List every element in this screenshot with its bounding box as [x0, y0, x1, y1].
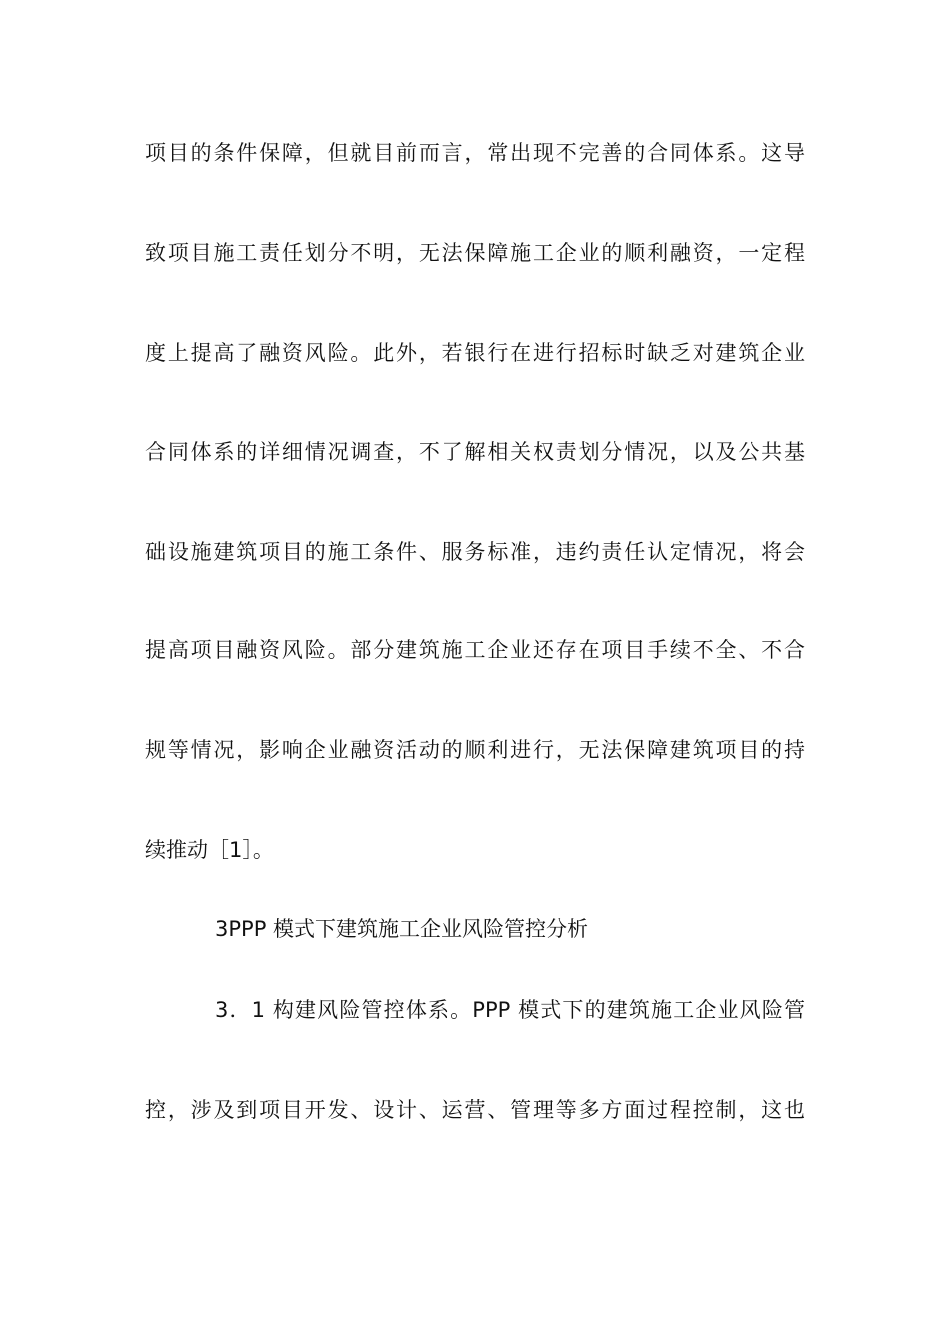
- paragraph-line-2: 致项目施工责任划分不明，无法保障施工企业的顺利融资，一定程: [145, 241, 805, 265]
- paragraph-line-8: 续推动［1］。: [145, 838, 274, 862]
- subsection-line-1: 3．1 构建风险管控体系。PPP 模式下的建筑施工企业风险管: [215, 998, 805, 1022]
- paragraph-line-3: 度上提高了融资风险。此外，若银行在进行招标时缺乏对建筑企业: [145, 341, 805, 365]
- paragraph-line-7: 规等情况，影响企业融资活动的顺利进行，无法保障建筑项目的持: [145, 738, 805, 762]
- paragraph-line-6: 提高项目融资风险。部分建筑施工企业还存在项目手续不全、不合: [145, 638, 805, 662]
- section-heading: 3PPP 模式下建筑施工企业风险管控分析: [215, 917, 589, 941]
- subsection-line-2: 控，涉及到项目开发、设计、运营、管理等多方面过程控制，这也: [145, 1098, 805, 1122]
- paragraph-line-4: 合同体系的详细情况调查，不了解相关权责划分情况，以及公共基: [145, 440, 805, 464]
- paragraph-line-5: 础设施建筑项目的施工条件、服务标准，违约责任认定情况，将会: [145, 540, 805, 564]
- paragraph-line-1: 项目的条件保障，但就目前而言，常出现不完善的合同体系。这导: [145, 141, 805, 165]
